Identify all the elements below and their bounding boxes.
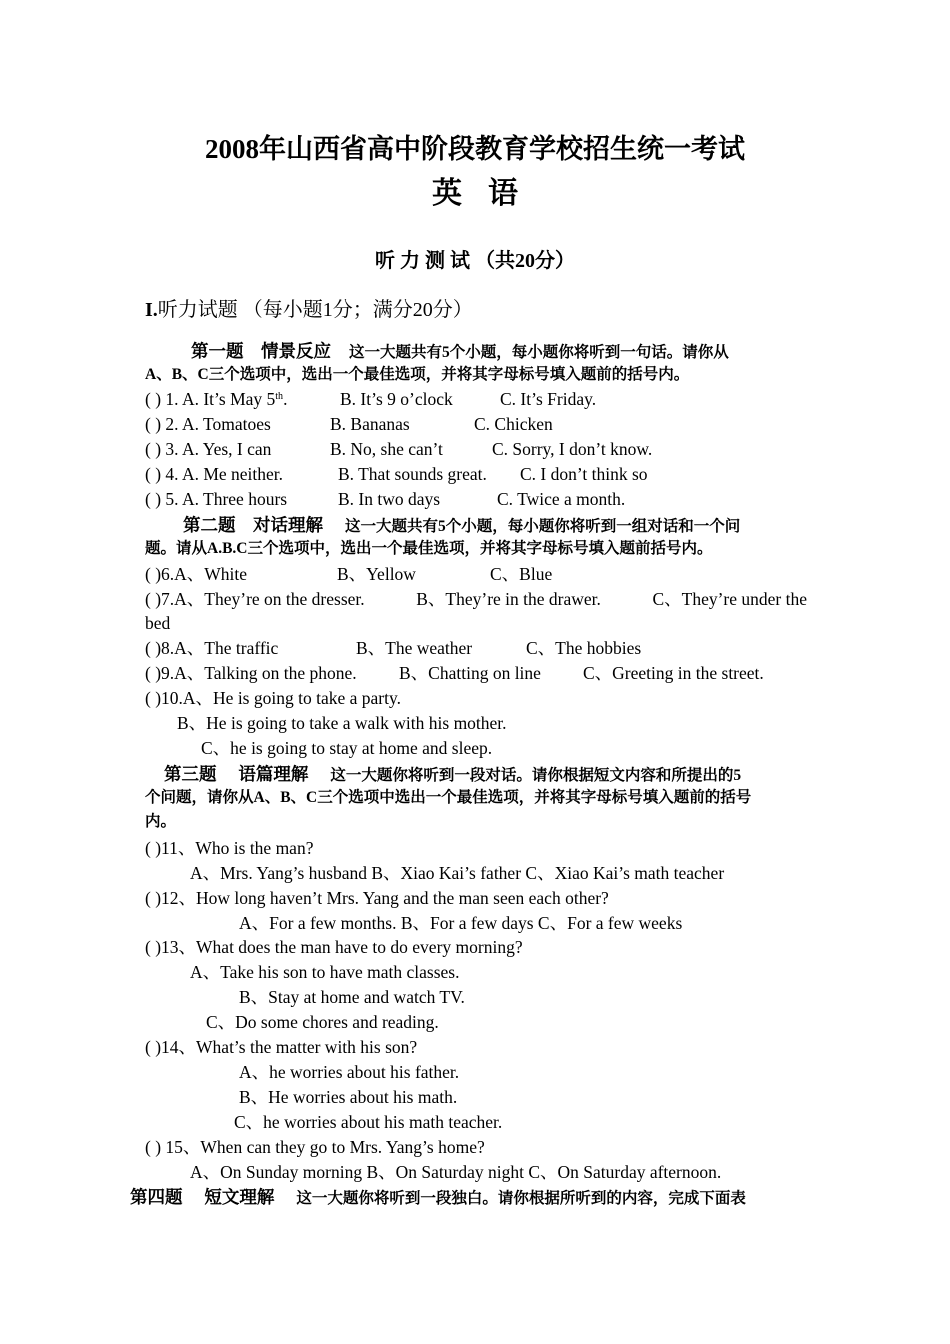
question-8: ( )8.A、The traffic [145,638,279,658]
question-12: ( )12、How long haven’t Mrs. Yang and the man seen each other? [145,888,609,908]
question-10-option-b: B、He is going to take a walk with his mother. [177,713,507,733]
question-3-option-b: B. No, she can’t [330,439,443,459]
question-5: ( ) 5. A. Three hours [145,489,288,509]
section-number: I. [145,299,158,321]
question-8-option-c: C、The hobbies [526,638,642,658]
exam-title: 2008年山西省高中阶段教育学校招生统一考试 [205,134,745,164]
q3-instruction-line3: 内。 [145,813,177,830]
question-11: ( )11、Who is the man? [145,838,314,858]
question-5-option-c: C. Twice a month. [497,489,626,509]
question-9-option-b: B、Chatting on line [399,663,541,683]
question-6-option-c: C、Blue [490,564,553,584]
q2-instruction-line1: 第二题 对话理解 这一大题共有5个小题，每小题你将听到一组对话和一个问 [183,515,741,535]
question-13-option-b: B、Stay at home and watch TV. [239,987,465,1007]
question-13-option-c: C、Do some chores and reading. [206,1012,439,1032]
question-2: ( ) 2. A. Tomatoes [145,414,271,434]
question-11-options: A、Mrs. Yang’s husband B、Xiao Kai’s father C、Xiao Kai’s math teacher [190,863,725,883]
q3-title: 第三题 语篇理解 [164,764,309,784]
section-title: 听力试题 （每小题1分；满分20分） [157,299,473,321]
part-heading: 听 力 测 试 （共20分） [375,250,575,272]
question-6-option-b: B、Yellow [337,564,416,584]
question-4-option-c: C. I don’t think so [520,464,648,484]
question-13-option-a: A、Take his son to have math classes. [190,962,460,982]
question-9-option-c: C、Greeting in the street. [583,663,764,683]
question-14-option-c: C、he worries about his math teacher. [234,1112,503,1132]
q1-title: 第一题 情景反应 [191,341,331,361]
question-15: ( ) 15、When can they go to Mrs. Yang’s home? [145,1137,485,1157]
q1-instruction-line1: 第一题 情景反应 这一大题共有5个小题，每小题你将听到一句话。请你从 [191,341,729,361]
q3-instruction-line1: 第三题 语篇理解 这一大题你将听到一段对话。请你根据短文内容和所提出的5 [164,764,742,784]
section-heading [145,299,473,321]
question-5-option-b: B. In two days [338,489,441,509]
q1-instruction-line2: A、B、C三个选项中，选出一个最佳选项，并将其字母标号填入题前的括号内。 [145,366,690,383]
question-1: ( ) 1. A. It’s May 5th. [145,389,288,409]
q4-instruction-line1: 第四题 短文理解 这一大题你将听到一段独白。请你根据所听到的内容，完成下面表 [130,1187,746,1207]
question-3-option-c: C. Sorry, I don’t know. [492,439,653,459]
question-8-option-b: B、The weather [356,638,473,658]
question-4-option-b: B. That sounds great. [338,464,487,484]
question-6: ( )6.A、White [145,564,248,584]
question-10-option-c: C、he is going to stay at home and sleep. [201,738,493,758]
q2-title: 第二题 对话理解 [183,515,323,535]
question-2-option-c: C. Chicken [474,414,553,434]
question-12-options: A、For a few months. B、For a few days C、For a few weeks [239,913,683,933]
question-2-option-b: B. Bananas [330,414,410,434]
question-14: ( )14、What’s the matter with his son? [145,1037,418,1057]
question-14-option-b: B、He worries about his math. [239,1087,458,1107]
question-7-continuation: bed [145,613,171,633]
q2-instruction-line2: 题。请从A.B.C三个选项中，选出一个最佳选项，并将其字母标号填入题前括号内。 [145,540,713,557]
question-15-options: A、On Sunday morning B、On Saturday night C、On Saturday afternoon. [190,1162,722,1182]
question-7: ( )7.A、They’re on the dresser. B、They’re in the drawer. C、They’re under the [145,589,807,609]
question-4: ( ) 4. A. Me neither. [145,464,284,484]
q4-title: 第四题 短文理解 [130,1187,275,1207]
question-3: ( ) 3. A. Yes, I can [145,439,272,459]
question-14-option-a: A、he worries about his father. [239,1062,460,1082]
question-13: ( )13、What does the man have to do every morning? [145,937,523,957]
question-1-option-c: C. It’s Friday. [500,389,597,409]
subject-heading: 英语 [432,177,544,210]
question-9: ( )9.A、Talking on the phone. [145,663,357,683]
question-10: ( )10.A、He is going to take a party. [145,688,401,708]
question-1-option-b: B. It’s 9 o’clock [340,389,453,409]
q3-instruction-line2: 个问题，请你从A、B、C三个选项中选出一个最佳选项，并将其字母标号填入题前的括号 [145,789,752,806]
